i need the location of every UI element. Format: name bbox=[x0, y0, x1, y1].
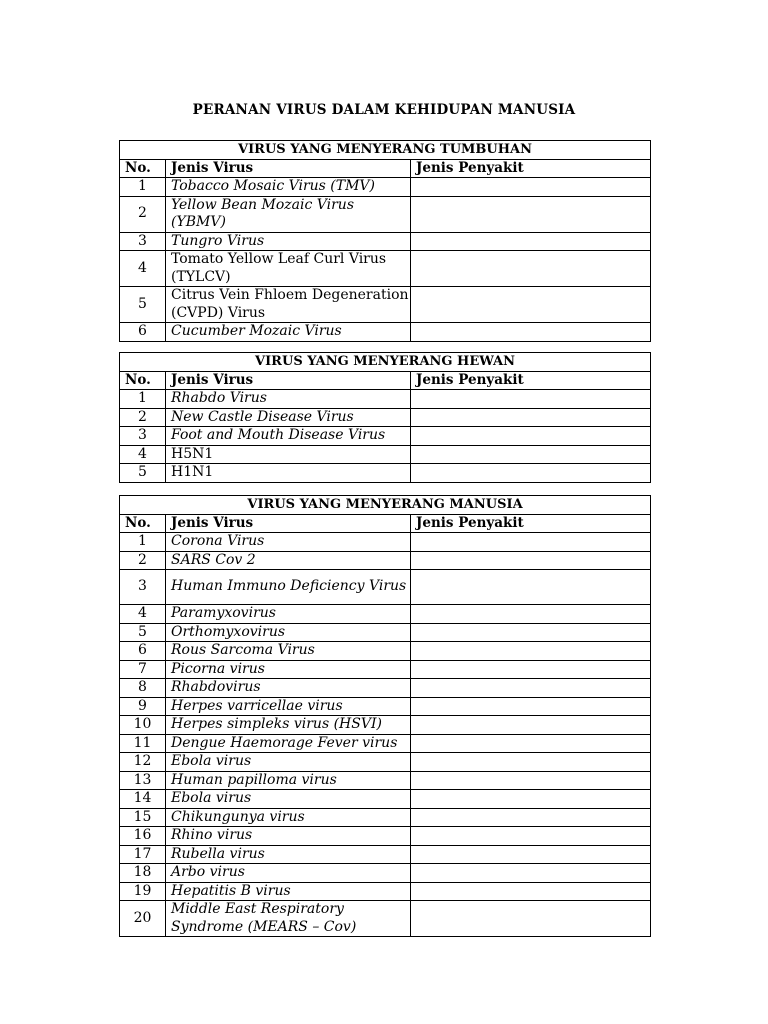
disease-cell[interactable] bbox=[411, 864, 651, 883]
disease-cell[interactable] bbox=[411, 753, 651, 772]
disease-cell[interactable] bbox=[411, 570, 651, 605]
row-number: 9 bbox=[120, 697, 166, 716]
disease-cell[interactable] bbox=[411, 660, 651, 679]
row-number: 19 bbox=[120, 882, 166, 901]
row-number: 7 bbox=[120, 660, 166, 679]
virus-name: Ebola virus bbox=[166, 753, 411, 772]
disease-cell[interactable] bbox=[411, 623, 651, 642]
row-number: 6 bbox=[120, 642, 166, 661]
page-title: PERANAN VIRUS DALAM KEHIDUPAN MANUSIA bbox=[192, 102, 576, 118]
row-number: 1 bbox=[120, 390, 166, 409]
table-row bbox=[120, 390, 651, 409]
disease-cell[interactable] bbox=[411, 771, 651, 790]
table-row bbox=[120, 845, 651, 864]
row-number: 4 bbox=[120, 251, 166, 287]
table-row bbox=[120, 196, 651, 232]
disease-cell[interactable] bbox=[411, 845, 651, 864]
table-row bbox=[120, 232, 651, 251]
plant-virus-table bbox=[119, 140, 651, 342]
disease-cell[interactable] bbox=[411, 716, 651, 735]
disease-cell[interactable] bbox=[411, 679, 651, 698]
virus-name: Tomato Yellow Leaf Curl Virus (TYLCV) bbox=[166, 251, 411, 287]
row-number: 3 bbox=[120, 232, 166, 251]
disease-cell[interactable] bbox=[411, 533, 651, 552]
disease-cell[interactable] bbox=[411, 551, 651, 570]
virus-name: Herpes varricellae virus bbox=[166, 697, 411, 716]
table-row bbox=[120, 251, 651, 287]
row-number: 17 bbox=[120, 845, 166, 864]
table-row bbox=[120, 827, 651, 846]
virus-name: Tungro Virus bbox=[166, 232, 411, 251]
disease-cell[interactable] bbox=[411, 882, 651, 901]
virus-name: Paramyxovirus bbox=[166, 605, 411, 624]
table-row bbox=[120, 734, 651, 753]
virus-name: Dengue Haemorage Fever virus bbox=[166, 734, 411, 753]
table-row bbox=[120, 408, 651, 427]
disease-cell[interactable] bbox=[411, 427, 651, 446]
row-number: 3 bbox=[120, 570, 166, 605]
virus-name: Corona Virus bbox=[166, 533, 411, 552]
table-row bbox=[120, 753, 651, 772]
row-number: 5 bbox=[120, 287, 166, 323]
disease-cell[interactable] bbox=[411, 232, 651, 251]
table-row bbox=[120, 464, 651, 483]
virus-name: H1N1 bbox=[166, 464, 411, 483]
header-virus: Jenis Virus bbox=[166, 514, 411, 533]
header-virus: Jenis Virus bbox=[166, 371, 411, 390]
table-row bbox=[120, 570, 651, 605]
row-number: 4 bbox=[120, 445, 166, 464]
row-number: 15 bbox=[120, 808, 166, 827]
virus-name: Rubella virus bbox=[166, 845, 411, 864]
virus-name: Middle East Respiratory Syndrome (MEARS – Cov) bbox=[166, 901, 411, 937]
table-caption: VIRUS YANG MENYERANG HEWAN bbox=[120, 353, 651, 372]
disease-cell[interactable] bbox=[411, 323, 651, 342]
virus-name: Herpes simpleks virus (HSVI) bbox=[166, 716, 411, 735]
virus-name: Human papilloma virus bbox=[166, 771, 411, 790]
disease-cell[interactable] bbox=[411, 642, 651, 661]
virus-name: Picorna virus bbox=[166, 660, 411, 679]
row-number: 4 bbox=[120, 605, 166, 624]
table-caption: VIRUS YANG MENYERANG MANUSIA bbox=[120, 496, 651, 515]
disease-cell[interactable] bbox=[411, 251, 651, 287]
table-row bbox=[120, 790, 651, 809]
row-number: 12 bbox=[120, 753, 166, 772]
table-row bbox=[120, 901, 651, 937]
animal-virus-table bbox=[119, 352, 651, 483]
row-number: 8 bbox=[120, 679, 166, 698]
table-row bbox=[120, 882, 651, 901]
table-row bbox=[120, 660, 651, 679]
table-row bbox=[120, 533, 651, 552]
header-disease: Jenis Penyakit bbox=[411, 514, 651, 533]
row-number: 5 bbox=[120, 623, 166, 642]
disease-cell[interactable] bbox=[411, 697, 651, 716]
virus-name: Rhabdo Virus bbox=[166, 390, 411, 409]
disease-cell[interactable] bbox=[411, 808, 651, 827]
row-number: 6 bbox=[120, 323, 166, 342]
virus-name: Rhino virus bbox=[166, 827, 411, 846]
header-no: No. bbox=[120, 514, 166, 533]
virus-name: SARS Cov 2 bbox=[166, 551, 411, 570]
virus-name: Yellow Bean Mozaic Virus (YBMV) bbox=[166, 196, 411, 232]
table-row bbox=[120, 679, 651, 698]
table-row bbox=[120, 697, 651, 716]
header-virus: Jenis Virus bbox=[166, 159, 411, 178]
row-number: 10 bbox=[120, 716, 166, 735]
disease-cell[interactable] bbox=[411, 408, 651, 427]
virus-name: Orthomyxovirus bbox=[166, 623, 411, 642]
row-number: 2 bbox=[120, 408, 166, 427]
row-number: 16 bbox=[120, 827, 166, 846]
row-number: 1 bbox=[120, 533, 166, 552]
table-row bbox=[120, 445, 651, 464]
virus-name: Foot and Mouth Disease Virus bbox=[166, 427, 411, 446]
row-number: 18 bbox=[120, 864, 166, 883]
row-number: 11 bbox=[120, 734, 166, 753]
virus-name: Citrus Vein Fhloem Degeneration (CVPD) Virus bbox=[166, 287, 411, 323]
disease-cell[interactable] bbox=[411, 827, 651, 846]
header-disease: Jenis Penyakit bbox=[411, 159, 651, 178]
table-row bbox=[120, 771, 651, 790]
row-number: 5 bbox=[120, 464, 166, 483]
row-number: 1 bbox=[120, 178, 166, 197]
table-row bbox=[120, 642, 651, 661]
row-number: 13 bbox=[120, 771, 166, 790]
row-number: 2 bbox=[120, 551, 166, 570]
disease-cell[interactable] bbox=[411, 464, 651, 483]
row-number: 3 bbox=[120, 427, 166, 446]
disease-cell[interactable] bbox=[411, 734, 651, 753]
disease-cell[interactable] bbox=[411, 178, 651, 197]
table-caption: VIRUS YANG MENYERANG TUMBUHAN bbox=[120, 141, 651, 160]
virus-name: Hepatitis B virus bbox=[166, 882, 411, 901]
virus-name: Chikungunya virus bbox=[166, 808, 411, 827]
virus-name: Cucumber Mozaic Virus bbox=[166, 323, 411, 342]
disease-cell[interactable] bbox=[411, 605, 651, 624]
virus-name: Ebola virus bbox=[166, 790, 411, 809]
disease-cell[interactable] bbox=[411, 196, 651, 232]
virus-name: Human Immuno Deficiency Virus bbox=[166, 570, 411, 605]
table-row bbox=[120, 605, 651, 624]
disease-cell[interactable] bbox=[411, 390, 651, 409]
header-no: No. bbox=[120, 371, 166, 390]
virus-name: H5N1 bbox=[166, 445, 411, 464]
virus-name: Rous Sarcoma Virus bbox=[166, 642, 411, 661]
table-row bbox=[120, 323, 651, 342]
header-no: No. bbox=[120, 159, 166, 178]
disease-cell[interactable] bbox=[411, 790, 651, 809]
table-row bbox=[120, 716, 651, 735]
virus-name: Rhabdovirus bbox=[166, 679, 411, 698]
disease-cell[interactable] bbox=[411, 287, 651, 323]
human-virus-table bbox=[119, 495, 651, 937]
table-row bbox=[120, 808, 651, 827]
table-row bbox=[120, 551, 651, 570]
virus-name: Arbo virus bbox=[166, 864, 411, 883]
row-number: 14 bbox=[120, 790, 166, 809]
table-row bbox=[120, 287, 651, 323]
table-row bbox=[120, 623, 651, 642]
virus-name: New Castle Disease Virus bbox=[166, 408, 411, 427]
virus-name: Tobacco Mosaic Virus (TMV) bbox=[166, 178, 411, 197]
row-number: 2 bbox=[120, 196, 166, 232]
table-row bbox=[120, 864, 651, 883]
table-row bbox=[120, 178, 651, 197]
row-number: 20 bbox=[120, 901, 166, 937]
disease-cell[interactable] bbox=[411, 445, 651, 464]
table-row bbox=[120, 427, 651, 446]
disease-cell[interactable] bbox=[411, 901, 651, 937]
header-disease: Jenis Penyakit bbox=[411, 371, 651, 390]
